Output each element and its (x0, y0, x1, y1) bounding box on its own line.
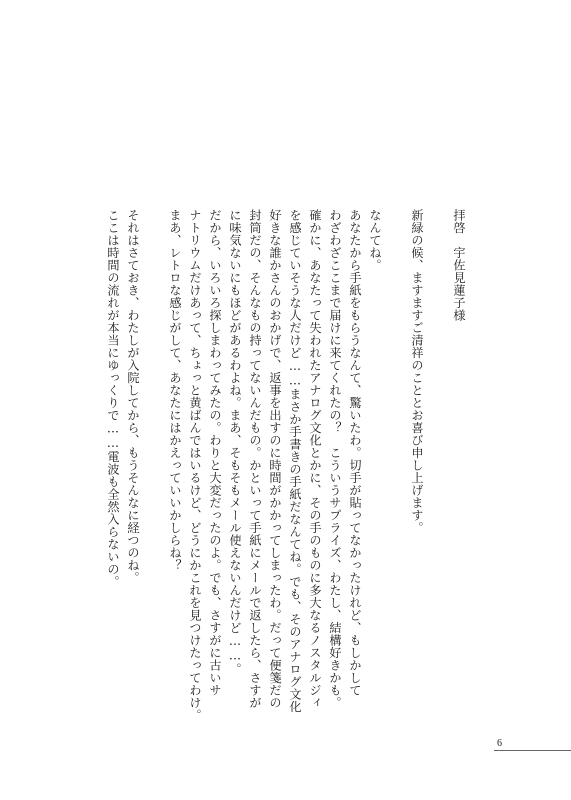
body-line: あなたから手紙をもらうなんて、驚いたわ。切手が貼ってなかったけれど、もしかして (348, 209, 362, 697)
body-line: 確かに、あなたって失われたアナログ文化とかに、その手のものに多大なるノスタルジィ (308, 209, 322, 709)
body-line: まあ、レトロな感じがして、あなたにはかえっていいかしらね？ (168, 209, 182, 572)
body-line: を感じていそうな人だけど……まさか手書きの手紙だなんてね。でも、そのアナログ文化 (288, 209, 302, 713)
body-line: ナトリウムだけあって、ちょっと黄ばんではいるけど、どうにかこれを見つけたってわけ。 (188, 209, 202, 722)
footer-rule (494, 750, 571, 751)
body-line: なんてね。 (368, 209, 382, 272)
letter-salutation: 拝啓 宇佐見蓮子様 (452, 209, 466, 322)
body-line: それはさておき、わたしが入院してから、もうそんなに経つのね。 (126, 209, 140, 584)
letter-greeting: 新緑の候、ますますご清祥のこととお喜び申し上げます。 (410, 209, 424, 534)
body-line: に味気ないにもほどがあるわよね。まあ、そもそもメール使えないんだけど……。 (228, 209, 242, 676)
body-line: だから、いろいろ探しまわってみたの。わりと大変だったのよ。でも、さすがに古いサ (208, 209, 222, 697)
body-line: わざわざここまで届けに来てくれたの？ こういうサプライズ、わたし、結構好きかも。 (328, 209, 342, 709)
body-line: 封筒だの、そんなもの持ってないんだもの。かといって手紙にメールで返したら、さすが (248, 209, 262, 709)
body-line: ここは時間の流れが本当にゆっくりで……電波も全然入らないの。 (106, 209, 120, 588)
page-number: 6 (497, 738, 502, 749)
body-line: 好きな誰かさんのおかげで、返事を出すのに時間がかかってしまったわ。だって便箋だの (268, 209, 282, 709)
